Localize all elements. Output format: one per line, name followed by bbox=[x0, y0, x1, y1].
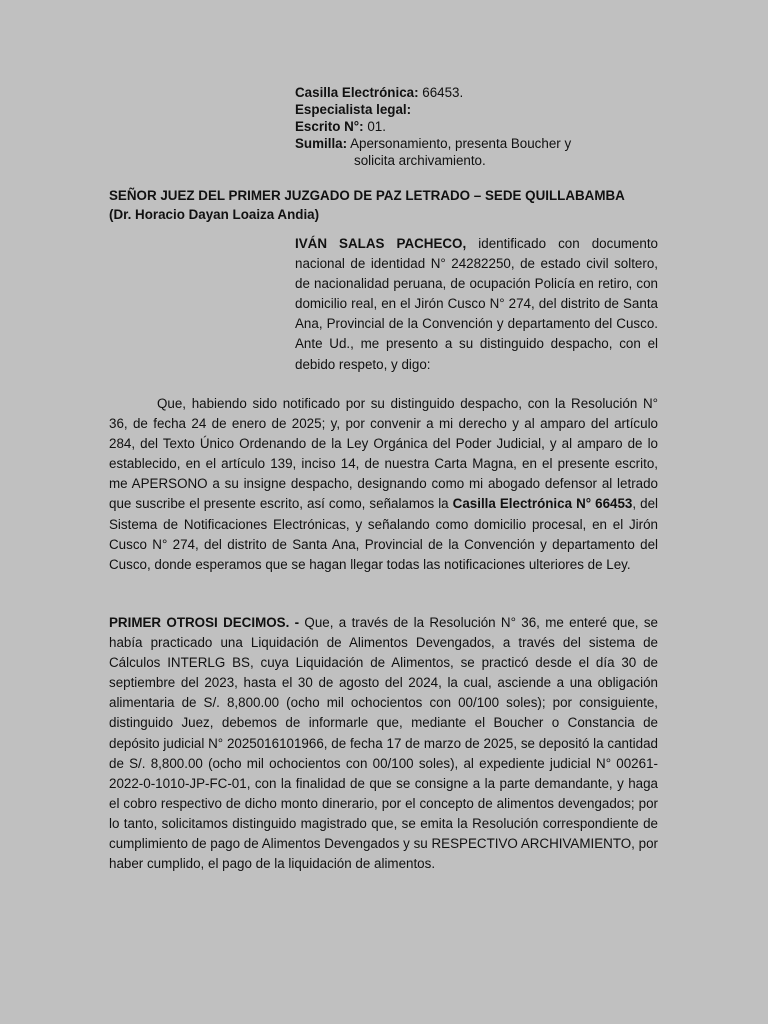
casilla-reference: Casilla Electrónica N° 66453 bbox=[452, 496, 633, 512]
addressee-judge-name: (Dr. Horacio Dayan Loaiza Andia) bbox=[109, 207, 320, 222]
escrito-value: 01. bbox=[363, 119, 386, 134]
case-header bbox=[295, 84, 675, 169]
party-identification bbox=[295, 234, 658, 375]
otrosi-text: Que, a través de la Resolución N° 36, me enteré que, se había practicado una Liquidación de Alimentos Devengados, a través del sistema de Cálculos INTERLG BS, cuya Liquidación de Alimentos, se practicó desde el día 30 de septiembre del 2023, hasta el 30 de agosto del 2024, la cual, asciende a una obligación alimentaria de S/. 8,800.00 (ocho mil ochocientos con 00/100 soles); por consiguiente, distinguido Juez, debemos de informarle que, mediante el Boucher o Constancia de depósito judicial N° 2025016101966, de fecha 17 de marzo de 2025, se depositó la cantidad de S/. 8,800.00 (ocho mil ochocientos con 00/100 soles), al expediente judicial N° 00261-2022-0-1010-JP-FC-01, con la finalidad de que se consigne a la parte demandante, y haga el cobro respectivo de dicho monto dinerario, por el concepto de alimentos devengados; por lo tanto, solicitamos distinguido magistrado que, se emita la Resolución correspondiente de cumplimiento de pago de Alimentos Devengados y su RESPECTIVO ARCHIVAMIENTO, por haber cumplido, el pago de la liquidación de alimentos. bbox=[109, 615, 658, 872]
appearance-text-b: , del Sistema de Notificaciones Electrónicas, y señalando como domicilio procesal, en el Jirón Cusco N° 274, del distrito de Santa Ana, Provincial de la Convención y departamento del Cusco, donde esperamos que se hagan llegar todas las notificaciones ulteriores de Ley. bbox=[109, 496, 658, 572]
escrito-label: Escrito N°: bbox=[295, 119, 364, 134]
escrito-row bbox=[295, 118, 675, 135]
casilla-value: 66453. bbox=[418, 85, 464, 100]
appearance-text-a: Que, habiendo sido notificado por su distinguido despacho, con la Resolución N° 36, de fecha 24 de enero de 2025; y, por convenir a mi derecho y al amparo del artículo 284, del Texto Único Ordenando de la Ley Orgánica del Poder Judicial, y al amparo de lo establecido, en el artículo 139, inciso 14, de nuestra Carta Magna, en el presente escrito, me APERSONO a su insigne despacho, designando como mi abogado defensor al letrado que suscribe el presente escrito, así como, señalamos la bbox=[109, 396, 658, 512]
casilla-row bbox=[295, 84, 675, 101]
especialista-row bbox=[295, 101, 675, 118]
especialista-label: Especialista legal: bbox=[295, 102, 412, 117]
otrosi-heading: PRIMER OTROSI DECIMOS. - bbox=[109, 615, 300, 630]
sumilla-value: Apersonamiento, presenta Boucher y bbox=[347, 136, 572, 151]
sumilla-row bbox=[295, 135, 675, 152]
addressee bbox=[109, 186, 659, 224]
sumilla-continuation: solicita archivamiento. bbox=[354, 153, 486, 168]
addressee-title: SEÑOR JUEZ DEL PRIMER JUZGADO DE PAZ LETRADO – SEDE QUILLABAMBA bbox=[109, 188, 625, 203]
otrosi-paragraph bbox=[109, 613, 658, 874]
party-details: identificado con documento nacional de identidad N° 24282250, de estado civil soltero, de nacionalidad peruana, de ocupación Policía en retiro, con domicilio real, en el Jirón Cusco N° 274, del distrito de Santa Ana, Provincial de la Convención y departamento del Cusco. Ante Ud., me presento a su distinguido despacho, con el debido respeto, y digo: bbox=[295, 236, 658, 372]
appearance-paragraph bbox=[109, 394, 658, 575]
casilla-label: Casilla Electrónica: bbox=[295, 85, 419, 100]
sumilla-label: Sumilla: bbox=[295, 136, 348, 151]
party-name: IVÁN SALAS PACHECO, bbox=[295, 236, 467, 251]
